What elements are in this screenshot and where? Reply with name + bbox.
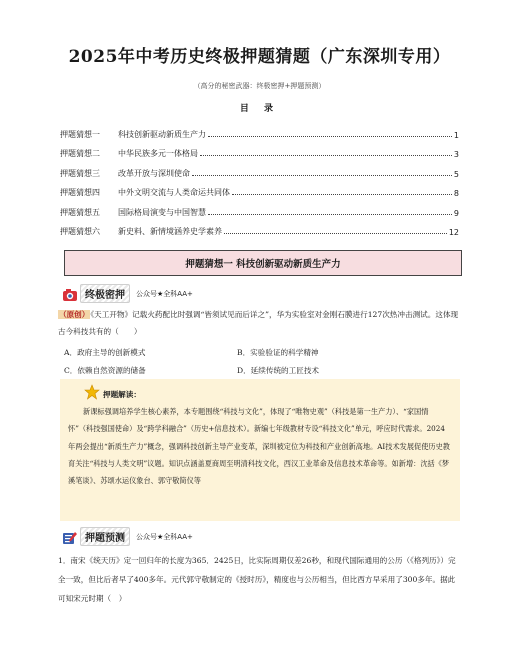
pen-icon [62, 530, 78, 544]
toc-entry-title: 中外文明交流与人类命运共同体 [118, 188, 230, 197]
toc-leader-dots [232, 194, 452, 195]
toc-entry-page: 1 [453, 130, 459, 140]
toc-heading: 目 录 [239, 104, 280, 114]
document-subtitle: （高分的秘密武器：终极密押+押题预测） [193, 82, 326, 90]
toc-entry-number: 押题猜想四 [60, 188, 100, 197]
toc-entry-page: 12 [448, 228, 459, 237]
document-title: 2025年中考历史终极押题猜题（广东深圳专用） [68, 47, 451, 67]
analysis-label: 押题解读： [103, 390, 141, 400]
option-b[interactable]: B．实验验证的科学精神 [237, 348, 319, 357]
prediction-badge-note: 公众号★全科AA+ [136, 532, 193, 541]
toc-entry-page: 3 [453, 150, 459, 159]
toc-entry-number: 押题猜想六 [60, 227, 100, 236]
question-1-options [64, 344, 464, 380]
toc-leader-dots [208, 136, 452, 137]
option-d[interactable]: D．延续传统的工匠技术 [237, 366, 320, 375]
toc-entry-number: 押题猜想一 [60, 129, 100, 139]
option-a[interactable]: A．政府主导的创新模式 [64, 348, 146, 357]
question-1-stem [58, 306, 462, 340]
toc-entry-page: 8 [453, 189, 459, 198]
toc-entry-title: 中华民族多元一体格局 [118, 149, 198, 158]
toc-leader-dots [200, 155, 452, 156]
toc-entry[interactable] [60, 140, 459, 160]
toc-entry-page: 5 [453, 169, 459, 179]
camera-icon [62, 287, 78, 301]
ultimate-badge-label: 终极密押 [80, 284, 130, 303]
question-2-stem: 1．南宋《统天历》定一回归年的长度为365．2425日，比实际周期仅差26秒，和现代国际通用的公历（《格列历》）完全一致，但比后者早了400多年。元代郭守敬制定的《授时历》，精度也与公历相当，但比西方早采用了300多年。据此可知宋元时期（ ） [58, 556, 456, 603]
toc-leader-dots [224, 233, 447, 234]
toc-entry-title: 新史料、新情境涵养史学素养 [118, 227, 222, 236]
toc-leader-dots [208, 214, 452, 215]
toc-entry-number: 押题猜想五 [60, 207, 100, 217]
toc-entry[interactable] [60, 198, 459, 218]
table-of-contents [60, 120, 459, 237]
toc-entry[interactable] [60, 120, 459, 140]
section-heading-box [64, 250, 462, 276]
toc-entry-number: 押题猜想二 [60, 149, 100, 158]
question-1-text: 《天工开物》记载火药配比时强调“皆须试见而后详之”，华为实验室对金刚石膜进行127次热冲击测试。这体现古今科技共有的（ ） [58, 310, 459, 336]
toc-entry-title: 国际格局演变与中国智慧 [118, 207, 206, 217]
toc-leader-dots [192, 175, 452, 176]
original-tag: （原创） [59, 310, 90, 319]
analysis-text: 新课标强调培养学生核心素养，本专题围绕“科技与文化”，体现了“唯物史观”（科技是第一生产力）、“家国情怀”（科技强国使命）及“跨学科融合”（历史+信息技术）。新编七年级教材专设“科技文化”单元，呼应时代需求。2024年两会提出“新质生产力”概念，强调科技创新主导产业变革，深圳被定位为科技和产业创新高地。AI技术发展促使历史教育关注“科技与人类文明”议题。知识点涵盖夏商周至明清科技文化，西汉工业革命及信息技术革命等。如新增：沈括《梦溪笔谈》、苏颂水运仪象台、郭守敬简仪等 [68, 407, 450, 486]
toc-entry[interactable] [60, 179, 459, 199]
analysis-box [60, 379, 460, 521]
ultimate-badge [62, 284, 193, 303]
ultimate-badge-note: 公众号★全科AA+ [136, 289, 193, 298]
toc-entry-title: 改革开放与深圳使命 [118, 168, 190, 178]
toc-entry-title: 科技创新驱动新质生产力 [118, 129, 206, 139]
toc-entry-number: 押题猜想三 [60, 168, 100, 178]
prediction-badge [62, 527, 193, 546]
section-heading: 押题猜想一 科技创新驱动新质生产力 [185, 259, 341, 270]
toc-entry[interactable] [60, 159, 459, 179]
toc-entry-page: 9 [453, 208, 459, 218]
option-c[interactable]: C．依赖自然资源的储备 [64, 366, 146, 375]
prediction-badge-label: 押题预测 [80, 527, 130, 546]
toc-entry[interactable] [60, 218, 459, 238]
